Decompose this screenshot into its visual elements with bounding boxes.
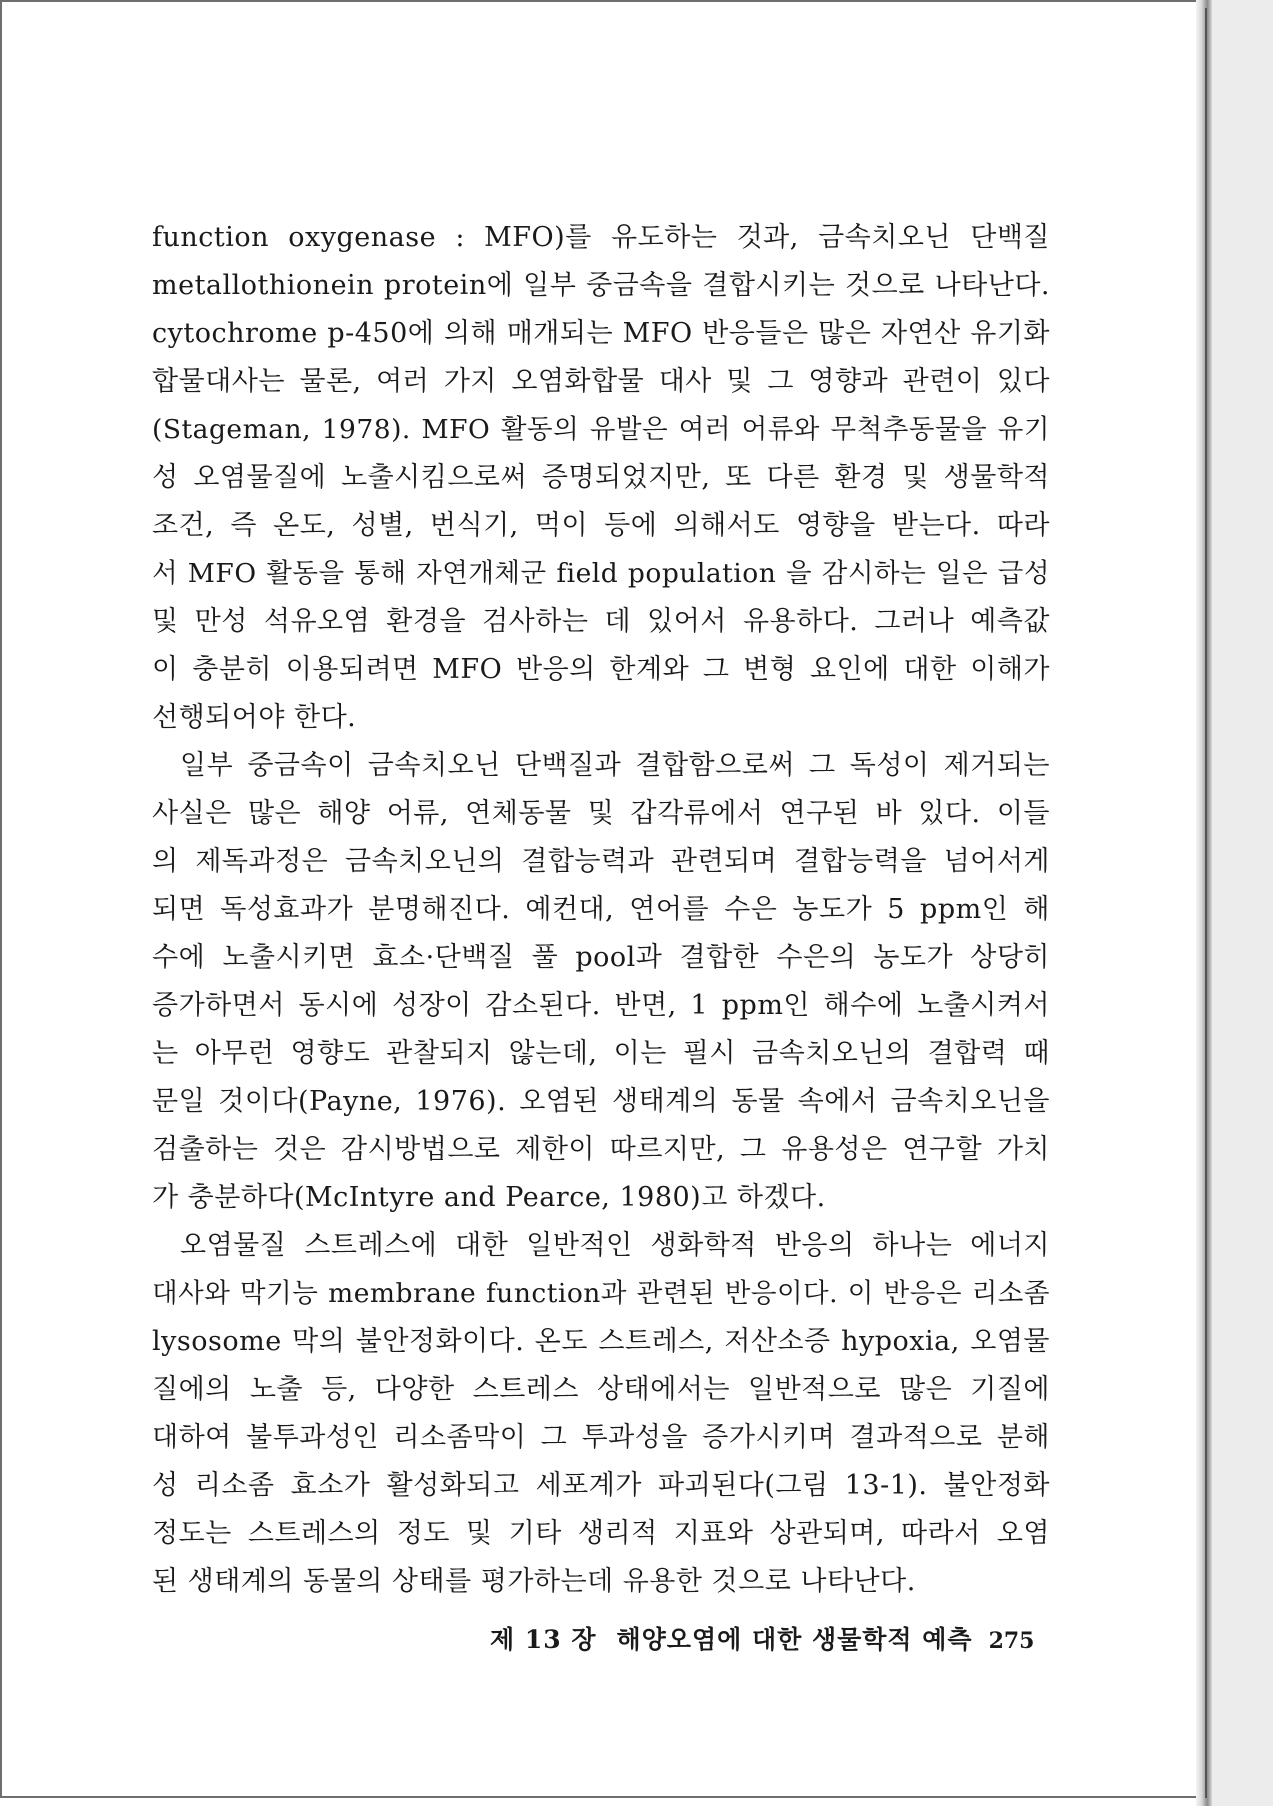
text-line-18: 는 아무런 영향도 관찰되지 않는데, 이는 필시 금속치오닌의 결합력 때 bbox=[152, 1038, 1050, 1069]
text-line-5: (Stageman, 1978). MFO 활동의 유발은 여러 어류와 무척추동물을 유기 bbox=[152, 414, 1050, 445]
page-edge bbox=[1196, 0, 1212, 1806]
text-line-22: 오염물질 스트레스에 대한 일반적인 생화학적 반응의 하나는 에너지 bbox=[180, 1230, 1050, 1261]
text-line-1: function oxygenase : MFO)를 유도하는 것과, 금속치오닌 단백질 bbox=[152, 222, 1050, 253]
text-line-11: 선행되어야 한다. bbox=[152, 702, 357, 733]
text-line-26: 대하여 불투과성인 리소좀막이 그 투과성을 증가시키며 결과적으로 분해 bbox=[152, 1422, 1050, 1453]
text-line-24: lysosome 막의 불안정화이다. 온도 스트레스, 저산소증 hypoxia, 오염물 bbox=[152, 1326, 1050, 1357]
text-line-17: 증가하면서 동시에 성장이 감소된다. 반면, 1 ppm인 해수에 노출시켜서 bbox=[152, 990, 1050, 1021]
text-line-14: 의 제독과정은 금속치오닌의 결합능력과 관련되며 결합능력을 넘어서게 bbox=[152, 846, 1050, 877]
text-line-16: 수에 노출시키면 효소·단백질 풀 pool과 결합한 수은의 농도가 상당히 bbox=[152, 942, 1050, 973]
body-text bbox=[152, 214, 1050, 1606]
text-line-8: 서 MFO 활동을 통해 자연개체군 field population 을 감시하는 일은 급성 bbox=[152, 558, 1050, 589]
text-line-23: 대사와 막기능 membrane function과 관련된 반응이다. 이 반응은 리소좀 bbox=[152, 1278, 1050, 1309]
text-line-21: 가 충분하다(McIntyre and Pearce, 1980)고 하겠다. bbox=[152, 1182, 826, 1213]
footer-chapter: 제 13 장 bbox=[490, 1625, 597, 1654]
text-line-4: 합물대사는 물론, 여러 가지 오염화합물 대사 및 그 영향과 관련이 있다 bbox=[152, 366, 1050, 397]
text-line-27: 성 리소좀 효소가 활성화되고 세포계가 파괴된다(그림 13-1). 불안정화 bbox=[152, 1470, 1050, 1501]
text-line-15: 되면 독성효과가 분명해진다. 예컨대, 연어를 수은 농도가 5 ppm인 해 bbox=[152, 894, 1050, 925]
text-line-20: 검출하는 것은 감시방법으로 제한이 따르지만, 그 유용성은 연구할 가치 bbox=[152, 1134, 1050, 1165]
text-line-9: 및 만성 석유오염 환경을 검사하는 데 있어서 유용하다. 그러나 예측값 bbox=[152, 606, 1050, 637]
text-line-3: cytochrome p-450에 의해 매개되는 MFO 반응들은 많은 자연산 유기화 bbox=[152, 318, 1050, 349]
text-line-2: metallothionein protein에 일부 중금속을 결합시키는 것으로 나타난다. bbox=[152, 270, 1050, 301]
page-number: 275 bbox=[988, 1628, 1035, 1654]
text-line-7: 조건, 즉 온도, 성별, 번식기, 먹이 등에 의해서도 영향을 받는다. 따라 bbox=[152, 510, 1050, 541]
text-line-10: 이 충분히 이용되려면 MFO 반응의 한계와 그 변형 요인에 대한 이해가 bbox=[152, 654, 1050, 685]
footer-title: 해양오염에 대한 생물학적 예측 bbox=[616, 1625, 973, 1654]
text-line-25: 질에의 노출 등, 다양한 스트레스 상태에서는 일반적으로 많은 기질에 bbox=[152, 1374, 1050, 1405]
text-line-28: 정도는 스트레스의 정도 및 기타 생리적 지표와 상관되며, 따라서 오염 bbox=[152, 1518, 1050, 1549]
text-line-29: 된 생태계의 동물의 상태를 평가하는데 유용한 것으로 나타난다. bbox=[152, 1566, 916, 1597]
text-line-12: 일부 중금속이 금속치오닌 단백질과 결합함으로써 그 독성이 제거되는 bbox=[180, 750, 1050, 781]
text-line-6: 성 오염물질에 노출시킴으로써 증명되었지만, 또 다른 환경 및 생물학적 bbox=[152, 462, 1050, 493]
text-line-19: 문일 것이다(Payne, 1976). 오염된 생태계의 동물 속에서 금속치오닌을 bbox=[152, 1086, 1050, 1117]
running-footer bbox=[490, 1620, 1035, 1660]
background-outside-page bbox=[1212, 0, 1273, 1806]
text-line-13: 사실은 많은 해양 어류, 연체동물 및 갑각류에서 연구된 바 있다. 이들 bbox=[152, 798, 1050, 829]
